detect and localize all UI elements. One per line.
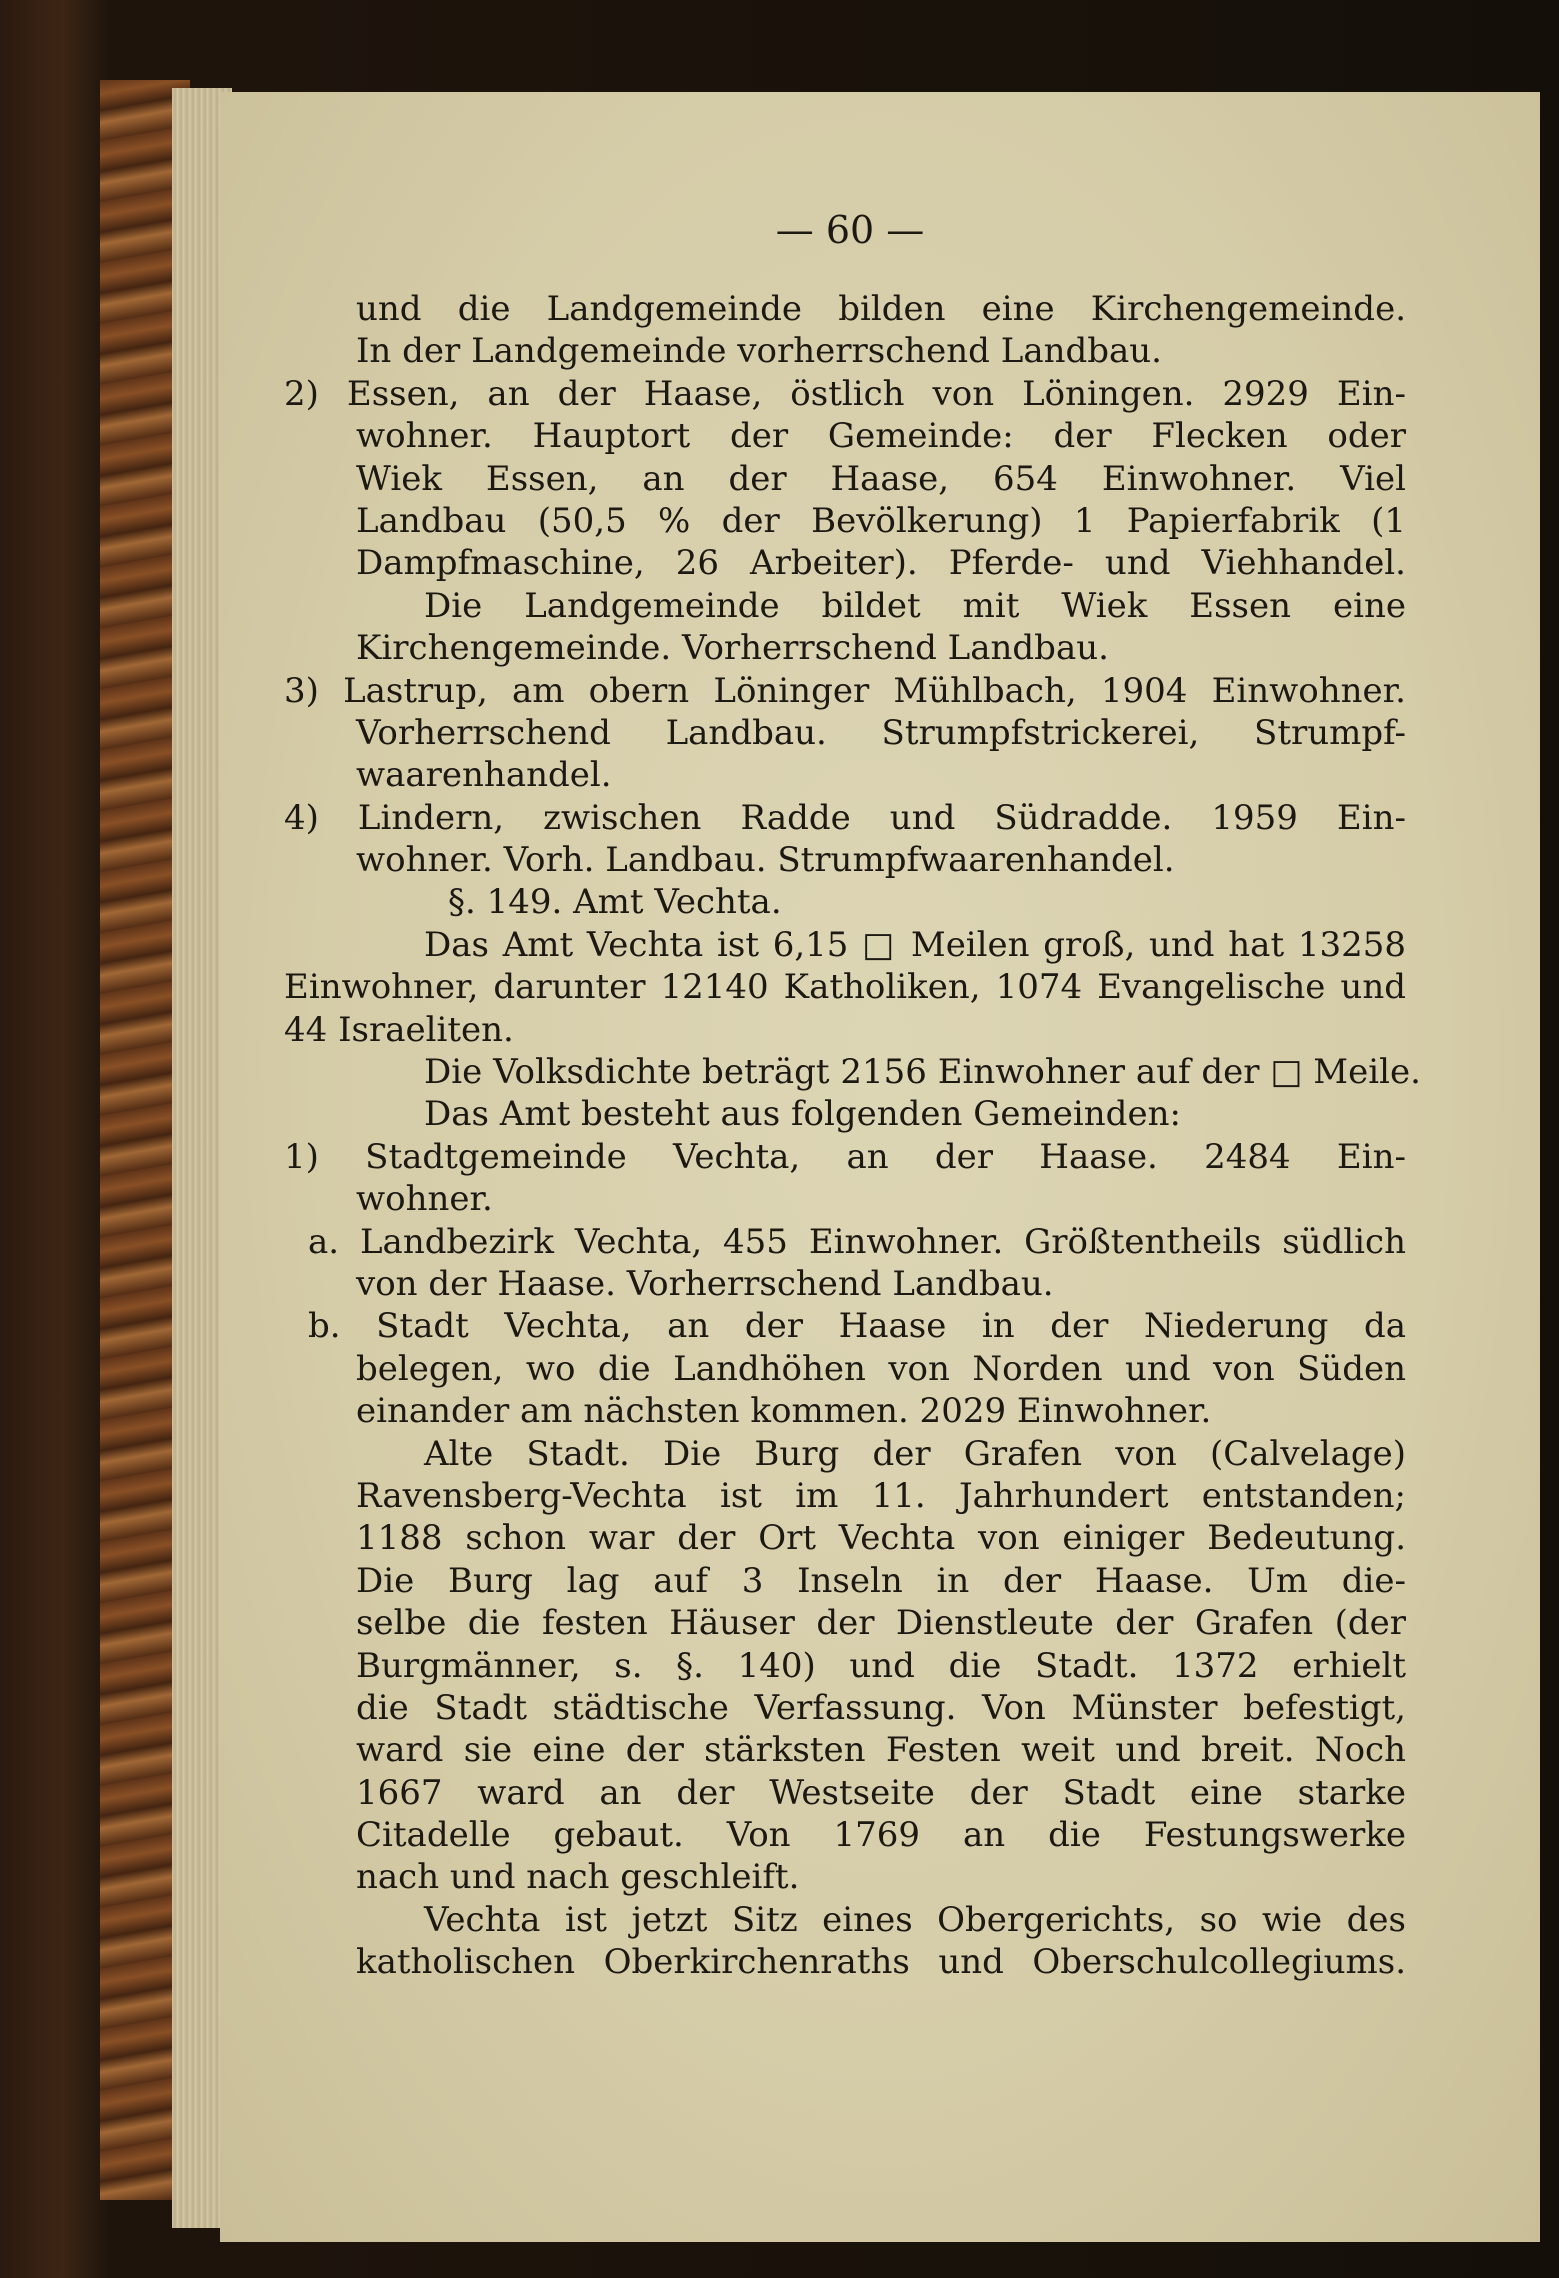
text-line: In der Landgemeinde vorherrschend Landbau.	[356, 331, 1162, 372]
text-line: 4) Lindern, zwischen Radde und Südradde. 1959 Ein-	[284, 797, 1406, 838]
text-line: 1667 ward an der Westseite der Stadt eine starke	[356, 1772, 1406, 1813]
text-line: 3) Lastrup, am obern Löninger Mühlbach, 1904 Einwohner.	[284, 670, 1406, 711]
text-line: Wiek Essen, an der Haase, 654 Einwohner. Viel	[356, 458, 1406, 499]
text-line: Alte Stadt. Die Burg der Grafen von (Calvelage)	[424, 1433, 1406, 1474]
text-line: Einwohner, darunter 12140 Katholiken, 1074 Evangelische und	[284, 967, 1406, 1008]
text-line: und die Landgemeinde bilden eine Kirchengemeinde.	[356, 289, 1406, 329]
text-line: Citadelle gebaut. Von 1769 an die Festungswerke	[356, 1815, 1406, 1856]
text-line: Das Amt besteht aus folgenden Gemeinden:	[424, 1094, 1181, 1135]
text-line: Dampfmaschine, 26 Arbeiter). Pferde- und Viehhandel.	[356, 543, 1406, 584]
text-line: wohner. Hauptort der Gemeinde: der Flecken oder	[356, 416, 1406, 457]
text-line: §. 149. Amt Vechta.	[448, 882, 782, 923]
text-line: Landbau (50,5 % der Bevölkerung) 1 Papierfabrik (1	[356, 500, 1406, 541]
text-line: waarenhandel.	[356, 755, 612, 796]
text-line: einander am nächsten kommen. 2029 Einwohner.	[356, 1391, 1212, 1432]
text-line: Die Volksdichte beträgt 2156 Einwohner auf der □ Meile.	[424, 1052, 1421, 1093]
text-line: nach und nach geschleift.	[356, 1857, 800, 1898]
text-line: belegen, wo die Landhöhen von Norden und von Süden	[356, 1348, 1406, 1389]
page-number: — 60 —	[775, 208, 925, 252]
text-line: wohner. Vorh. Landbau. Strumpfwaarenhandel.	[356, 840, 1175, 881]
text-line: selbe die festen Häuser der Dienstleute der Grafen (der	[356, 1603, 1406, 1644]
text-line: Vechta ist jetzt Sitz eines Obergerichts, so wie des	[424, 1899, 1406, 1940]
text-line: 2) Essen, an der Haase, östlich von Löningen. 2929 Ein-	[284, 373, 1406, 414]
text-line: Burgmänner, s. §. 140) und die Stadt. 1372 erhielt	[356, 1645, 1406, 1686]
text-line: Vorherrschend Landbau. Strumpfstrickerei, Strumpf-	[356, 712, 1406, 753]
text-line: a. Landbezirk Vechta, 455 Einwohner. Größtentheils südlich	[308, 1221, 1406, 1262]
text-line: die Stadt städtische Verfassung. Von Münster befestigt,	[356, 1687, 1406, 1728]
text-line: b. Stadt Vechta, an der Haase in der Niederung da	[308, 1306, 1406, 1347]
text-line: Das Amt Vechta ist 6,15 □ Meilen groß, und hat 13258	[424, 924, 1406, 965]
text-line: ward sie eine der stärksten Festen weit und breit. Noch	[356, 1730, 1406, 1771]
text-line: Ravensberg-Vechta ist im 11. Jahrhundert entstanden;	[356, 1475, 1406, 1516]
text-line: 1188 schon war der Ort Vechta von einiger Bedeutung.	[356, 1518, 1406, 1559]
text-line: Kirchengemeinde. Vorherrschend Landbau.	[356, 628, 1109, 669]
text-line: Die Burg lag auf 3 Inseln in der Haase. Um die-	[356, 1560, 1406, 1601]
text-line: wohner.	[356, 1179, 493, 1220]
text-line: 44 Israeliten.	[284, 1009, 514, 1050]
page-text	[284, 288, 1421, 1984]
text-line: katholischen Oberkirchenraths und Oberschulcollegiums.	[356, 1942, 1406, 1983]
text-line: von der Haase. Vorherrschend Landbau.	[356, 1263, 1054, 1304]
text-line: Die Landgemeinde bildet mit Wiek Essen eine	[424, 585, 1406, 626]
text-line: 1) Stadtgemeinde Vechta, an der Haase. 2484 Ein-	[284, 1136, 1406, 1177]
